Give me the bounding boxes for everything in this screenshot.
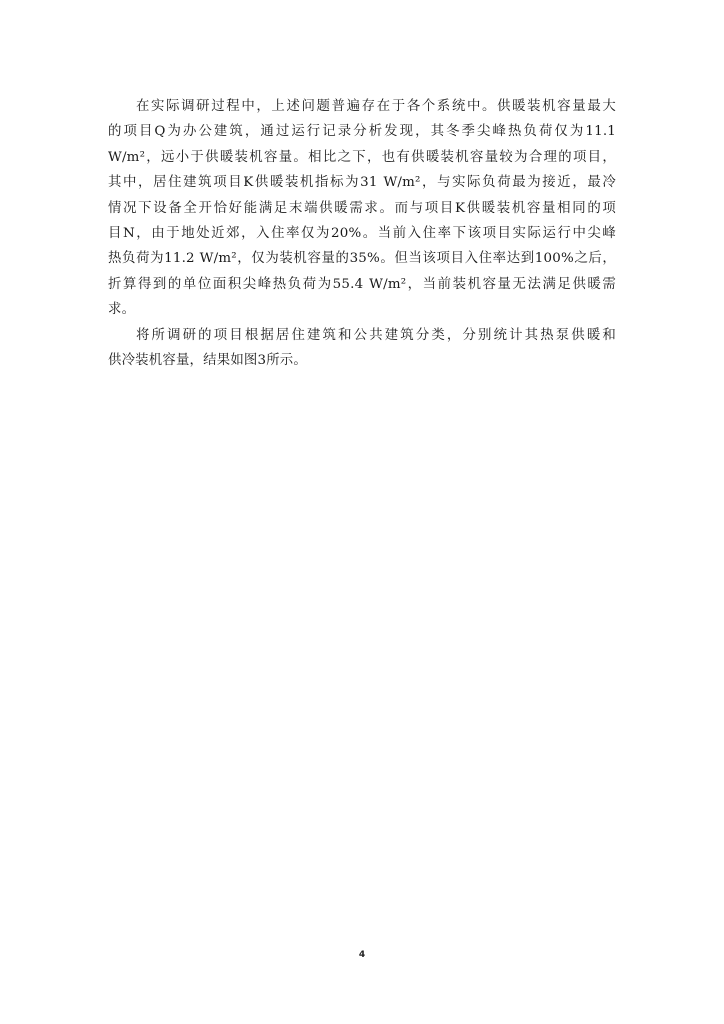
text-line: 求。 [108,302,136,318]
text-line: 热负荷为11.2 W/m²，仅为装机容量的35%。但当该项目入住率达到100%之后， [108,251,616,267]
body-text [108,94,616,373]
text-line: 的项目Q为办公建筑，通过运行记录分析发现，其冬季尖峰热负荷仅为11.1 [108,124,616,140]
page-number: 4 [358,950,366,960]
text-line: 供冷装机容量，结果如图3所示。 [108,352,307,368]
text-line: W/m²，远小于供暖装机容量。相比之下，也有供暖装机容量较为合理的项目， [108,149,616,165]
text-line: 在实际调研过程中，上述问题普遍存在于各个系统中。供暖装机容量最大 [136,99,616,114]
text-line: 情况下设备全开恰好能满足末端供暖需求。而与项目K供暖装机容量相同的项 [108,200,616,216]
text-line: 其中，居住建筑项目K供暖装机指标为31 W/m²，与实际负荷最为接近，最冷 [108,175,616,191]
text-line: 折算得到的单位面积尖峰热负荷为55.4 W/m²，当前装机容量无法满足供暖需 [108,276,616,292]
paragraph-2 [108,323,616,374]
text-line: 目N，由于地处近郊，入住率仅为20%。当前入住率下该项目实际运行中尖峰 [108,225,616,241]
paragraph-1 [108,94,616,323]
text-line: 将所调研的项目根据居住建筑和公共建筑分类，分别统计其热泵供暖和 [136,327,616,343]
